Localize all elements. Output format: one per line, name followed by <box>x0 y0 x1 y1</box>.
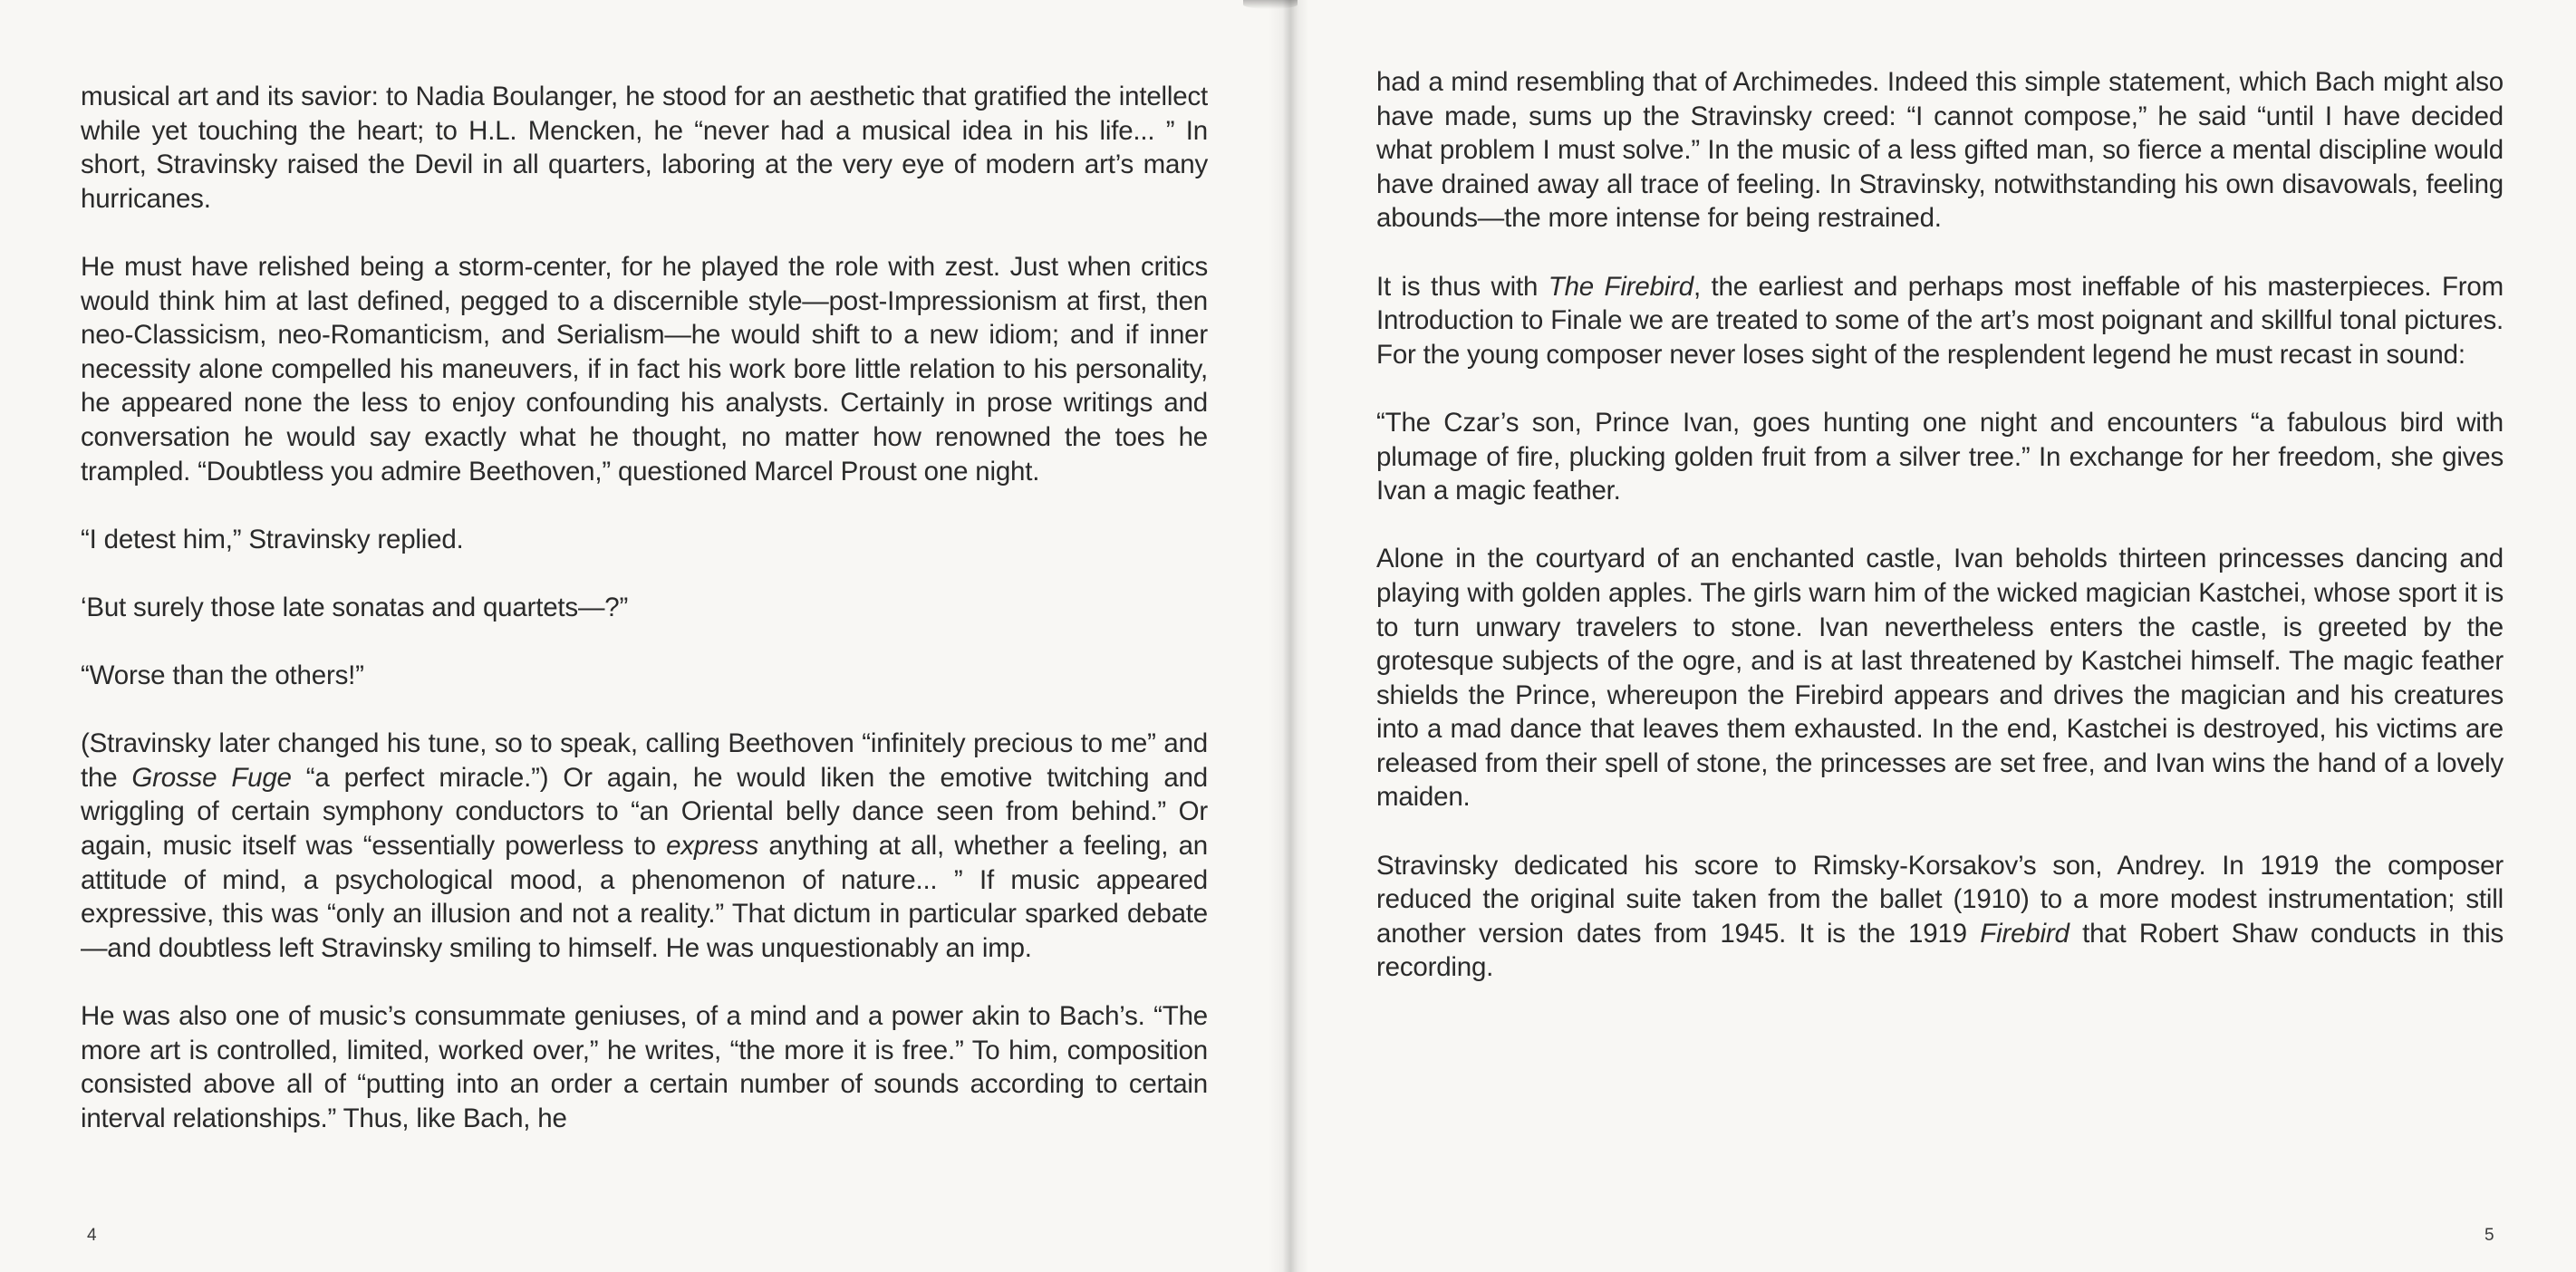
paragraph <box>81 591 1208 625</box>
text-run: “a perfect miracle.”) Or again, he would liken the emotive twitching and wriggling of certain symphony conductors to “an Oriental belly dance seen from behind.” Or again, music itself was “essentially powerless to <box>81 762 1208 862</box>
text-run: “Worse than the others!” <box>81 660 364 691</box>
italic-title: The Firebird <box>1548 271 1693 302</box>
paragraph <box>1376 849 2504 985</box>
paragraph <box>81 727 1208 965</box>
italic-title: Firebird <box>1980 918 2069 949</box>
text-run: Alone in the courtyard of an enchanted castle, Ivan beholds thirteen princesses dancing and playing with golden apples. The girls warn him of the wicked magician Kastchei, whose sport it is to turn unwary travelers to stone. Ivan nevertheless enters the castle, is greeted by the grotesque subjects of the ogre, and is at last threatened by Kastchei himself. The magic feather shields the Prince, whereupon the Firebird appears and drives the magician and his creatures into a mad dance that leaves them exhausted. In the end, Kastchei is destroyed, his victims are released from their spell of stone, the princesses are set free, and Ivan wins the hand of a lovely maiden. <box>1376 544 2504 813</box>
paragraph <box>1376 406 2504 508</box>
text-run: had a mind resembling that of Archimedes. Indeed this simple statement, which Bach might also have made, sums up the Stravinsky creed: “I cannot compose,” he said “until I have decided what problem I must solve.” In the music of a less gifted man, so fierce a mental discipline would have drained away all trace of feeling. In Stravinsky, notwithstanding his own disavowals, feeling abounds—the more intense for being restrained. <box>1376 67 2504 234</box>
paragraph <box>1376 270 2504 372</box>
left-page-text <box>81 80 1208 1135</box>
paragraph <box>81 80 1208 216</box>
right-page-text <box>1376 65 2504 985</box>
text-run: It is thus with <box>1376 271 1548 302</box>
binding-gutter <box>1269 0 1308 1272</box>
text-run: , the earliest and perhaps most ineffable of his masterpieces. From Introduction to Finale we are treated to some of the art’s most poignant and skillful tonal pictures. For the young composer never loses sight of the resplendent legend he must recast in sound: <box>1376 271 2504 370</box>
text-run: “The Czar’s son, Prince Ivan, goes hunting one night and encounters “a fabulous bird with plumage of fire, plucking golden fruit from a silver tree.” In exchange for her freedom, she gives Ivan a magic feather. <box>1376 407 2504 506</box>
text-run: anything at all, whether a feeling, an attitude of mind, a psychological mood, a phenomenon of nature... ” If music appeared expressive, this was “only an illusion and not a reality.” That dictum in particular sparked debate—and doubtless left Stravinsky smiling to himself. He was unquestionably an imp. <box>81 831 1208 963</box>
paragraph <box>1376 542 2504 814</box>
text-run: musical art and its savior: to Nadia Boulanger, he stood for an aesthetic that gratified the intellect while yet touching the heart; to H.L. Mencken, he “never had a musical idea in his life... ” In short, Stravinsky raised the Devil in all quarters, laboring at the very eye of modern art’s many hurricanes. <box>81 82 1208 214</box>
paragraph <box>81 523 1208 557</box>
text-run: Stravinsky dedicated his score to Rimsky-Korsakov’s son, Andrey. In 1919 the composer reduced the original suite taken from the ballet (1910) to a more modest instrumentation; still another version dates from 1945. It is the 1919 <box>1376 850 2504 949</box>
text-run: “I detest him,” Stravinsky replied. <box>81 524 464 554</box>
right-page <box>1294 0 2576 1272</box>
paragraph <box>81 999 1208 1135</box>
paragraph <box>81 250 1208 488</box>
binding-notch <box>1243 0 1298 9</box>
page-number: 5 <box>2484 1226 2494 1245</box>
italic-word: express <box>666 831 759 862</box>
paragraph <box>1376 65 2504 236</box>
left-page <box>0 0 1285 1272</box>
text-run: He must have relished being a storm-center, for he played the role with zest. Just when critics would think him at last defined, pegged to a discernible style—post-Impressionism at first, then neo-Classicism, neo-Romanticism, and Serialism—he would shift to a new idiom; and if inner necessity alone compelled his maneuvers, if in fact his work bore little relation to his personality, he appeared none the less to enjoy confounding his analysts. Certainly in prose writings and conversation he would say exactly what he thought, no matter how renowned the toes he trampled. “Doubtless you admire Beethoven,” questioned Marcel Proust one night. <box>81 251 1208 487</box>
text-run: that Robert Shaw conducts in this recording. <box>1376 918 2504 983</box>
text-run: (Stravinsky later changed his tune, so to speak, calling Beethoven “infinitely precious to me” and the <box>81 728 1208 793</box>
text-run: He was also one of music’s consummate geniuses, of a mind and a power akin to Bach’s. “The more art is controlled, limited, worked over,” he writes, “the more it is free.” To him, composition consisted above all of “putting into an order a certain number of sounds according to certain interval relationships.” Thus, like Bach, he <box>81 1001 1208 1133</box>
text-run: ‘But surely those late sonatas and quartets—?” <box>81 592 629 622</box>
italic-title: Grosse Fuge <box>131 762 292 793</box>
page-number: 4 <box>87 1226 97 1245</box>
paragraph <box>81 659 1208 693</box>
